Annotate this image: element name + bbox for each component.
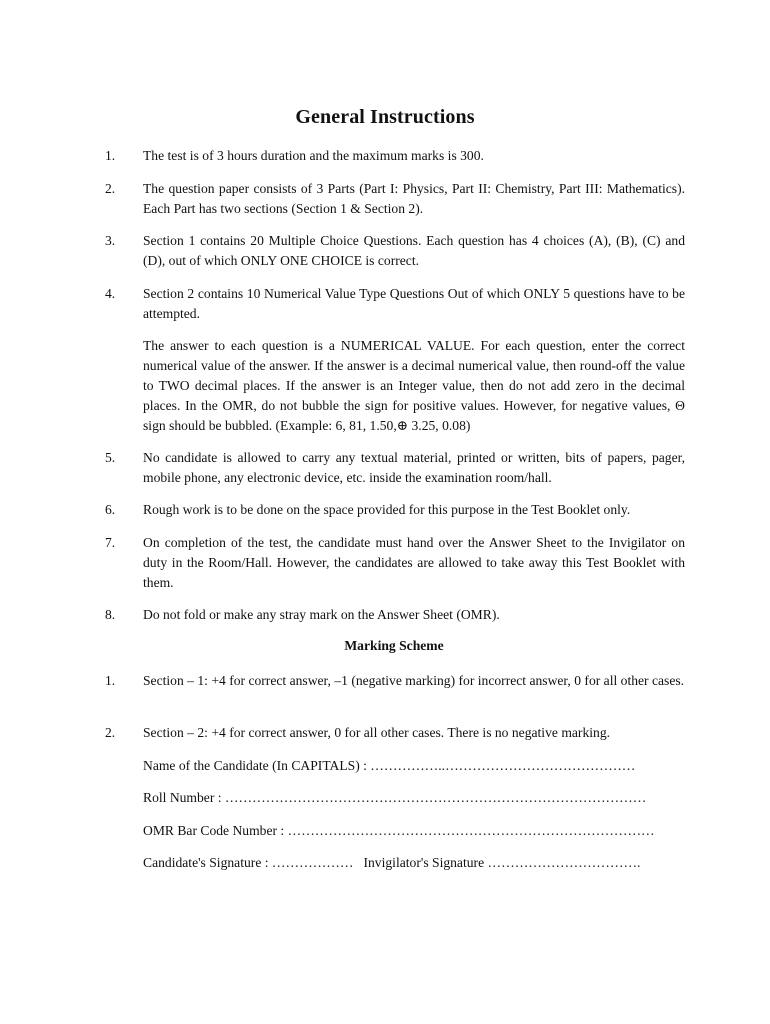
- item-number: 3.: [105, 233, 116, 248]
- item-text: No candidate is allowed to carry any textual material, printed or written, bits of papers, pager, mobile phone, any electronic device, etc. inside the examination room/hall.: [143, 450, 685, 485]
- item-number: 7.: [105, 535, 116, 550]
- item-number: 5.: [105, 450, 116, 465]
- item-number: 1.: [105, 148, 116, 163]
- omr-bar-code-field: OMR Bar Code Number : ………………………………………………………………………: [143, 823, 655, 838]
- instruction-item-8: [105, 605, 685, 625]
- item-number: 2.: [105, 181, 116, 196]
- item-text: Section 1 contains 20 Multiple Choice Questions. Each question has 4 choices (A), (B), (C) and (D), out of which ONLY ONE CHOICE is correct.: [143, 233, 685, 268]
- numerical-answer-note: The answer to each question is a NUMERICAL VALUE. For each question, enter the correct numerical value of the answer. If the answer is a decimal numerical value, then round-off the value to TWO decimal places. If the answer is an Integer value, then do not add zero in the decimal places. In the OMR, do not bubble the sign for positive values. However, for negative values, Θ sign should be bubbled. (Example: 6, 81, 1.50,⊕ 3.25, 0.08): [143, 338, 685, 433]
- item-text: Section – 1: +4 for correct answer, –1 (negative marking) for incorrect answer, 0 for all other cases.: [143, 673, 685, 688]
- item-text: The test is of 3 hours duration and the maximum marks is 300.: [143, 148, 484, 163]
- item-number: 2.: [105, 725, 116, 740]
- instruction-item-2: [105, 179, 685, 219]
- instruction-item-1: [105, 146, 685, 166]
- signature-row: [143, 853, 703, 873]
- item-text: Rough work is to be done on the space provided for this purpose in the Test Booklet only.: [143, 502, 631, 517]
- candidate-name-field: Name of the Candidate (In CAPITALS) : ……………..……………………………………: [143, 758, 636, 773]
- invigilator-signature-field: Invigilator's Signature …………………………….: [363, 855, 641, 870]
- item-text: Section – 2: +4 for correct answer, 0 for all other cases. There is no negative marking.: [143, 725, 611, 740]
- item-text: Do not fold or make any stray mark on the Answer Sheet (OMR).: [143, 607, 500, 622]
- item-number: 1.: [105, 673, 116, 688]
- marking-item-2: [105, 723, 685, 743]
- item-text: The question paper consists of 3 Parts (Part I: Physics, Part II: Chemistry, Part III: Mathematics). Each Part has two sections (Section 1 & Section 2).: [143, 181, 685, 216]
- candidate-signature-field: Candidate's Signature : ………………: [143, 855, 354, 870]
- item-number: 8.: [105, 607, 116, 622]
- marking-item-1: [105, 671, 685, 691]
- item-number: 6.: [105, 502, 116, 517]
- item-text: Section 2 contains 10 Numerical Value Type Questions Out of which ONLY 5 questions have to be attempted.: [143, 286, 685, 321]
- instruction-item-7: [105, 533, 685, 593]
- instruction-item-4: [105, 284, 685, 324]
- item-number: 4.: [105, 286, 116, 301]
- marking-scheme-title: Marking Scheme: [344, 638, 444, 653]
- item-text: On completion of the test, the candidate must hand over the Answer Sheet to the Invigilator on duty in the Room/Hall. However, the candidates are allowed to take away this Test Booklet with them.: [143, 535, 685, 590]
- instruction-item-5: [105, 448, 685, 488]
- roll-number-field: Roll Number : …………………………………………………………………………………: [143, 790, 647, 805]
- instruction-item-3: [105, 231, 685, 271]
- instruction-item-6: [105, 500, 685, 520]
- page-title: General Instructions: [295, 106, 475, 128]
